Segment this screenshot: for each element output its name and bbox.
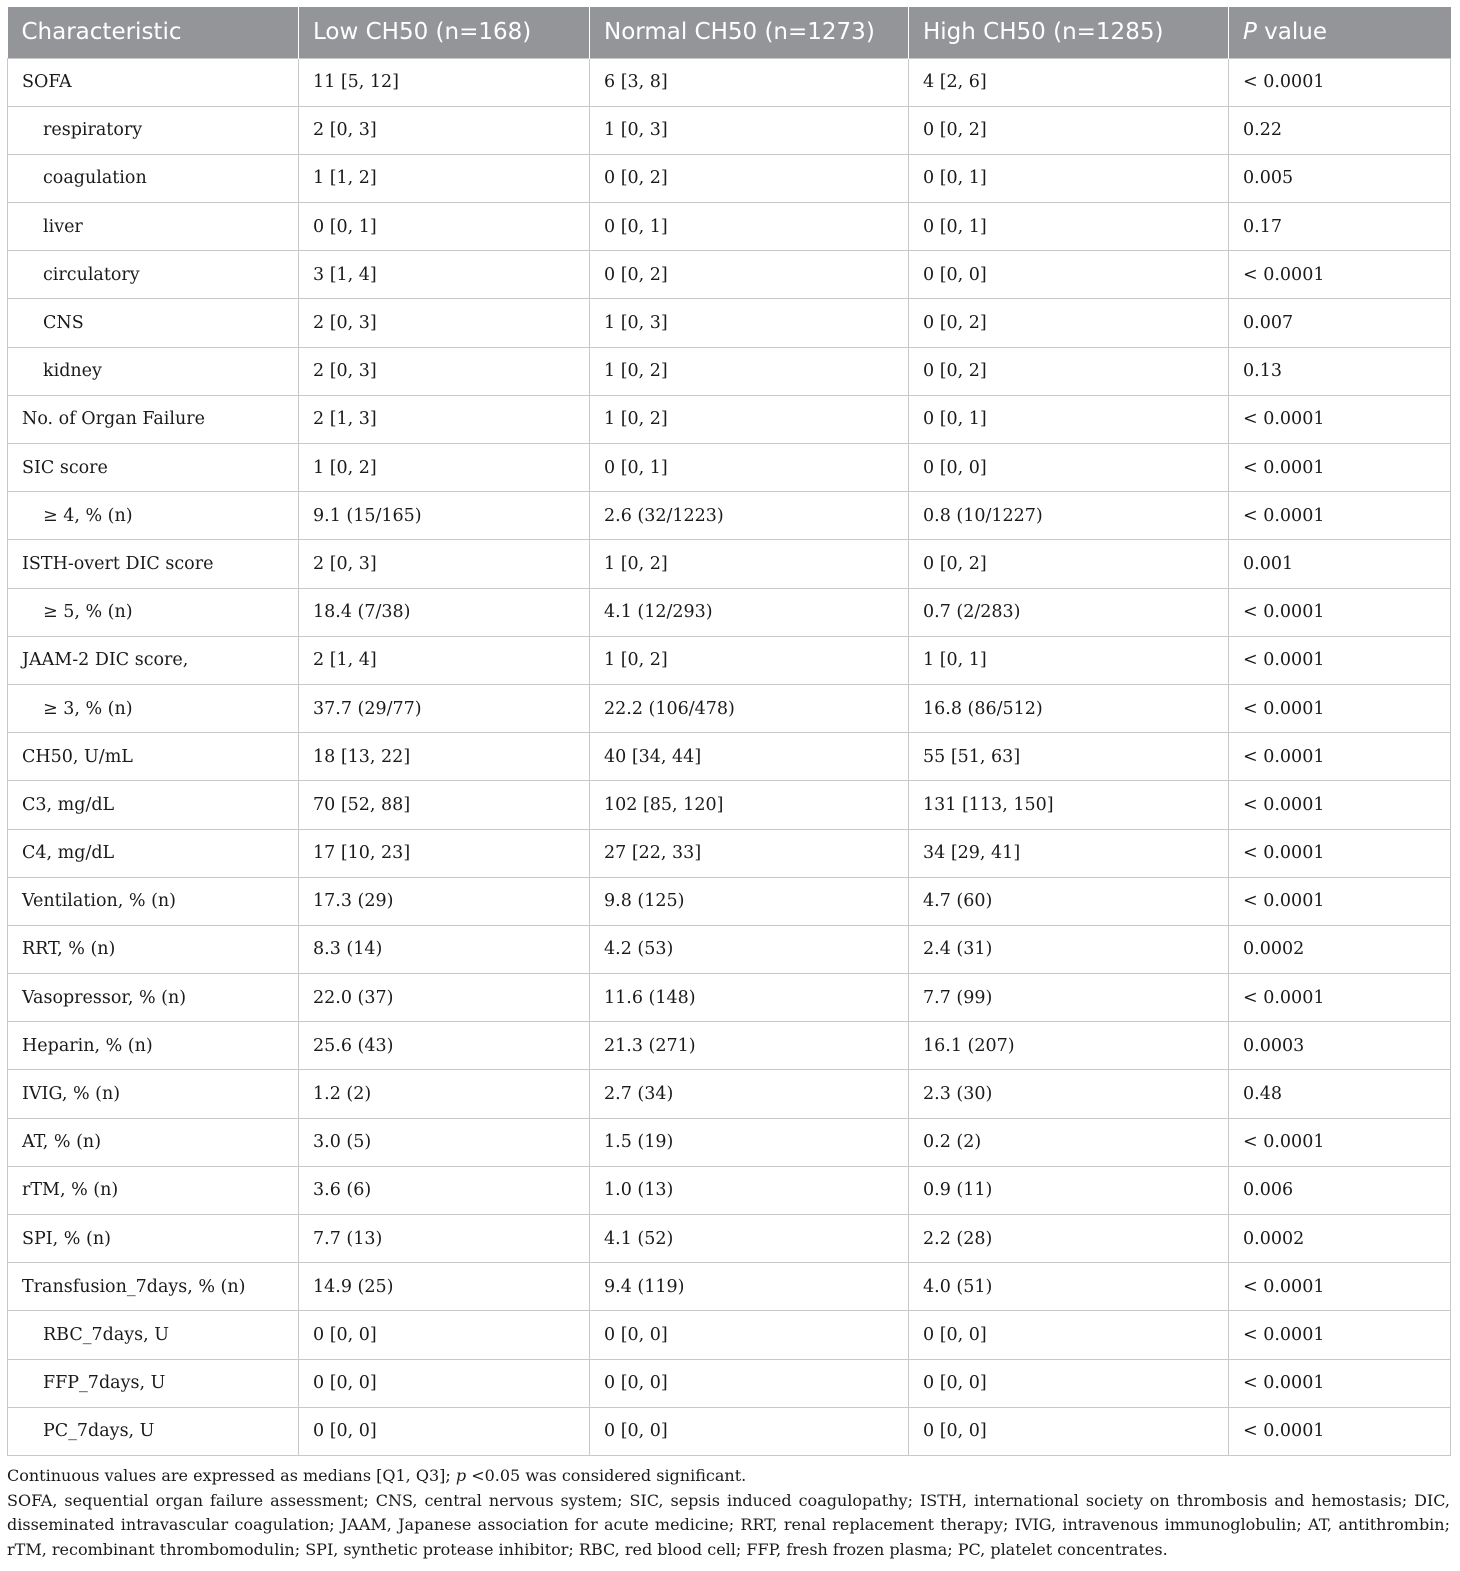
cell-low-ch50: 70 [52, 88]	[299, 781, 590, 829]
cell-characteristic: PC_7days, U	[8, 1407, 299, 1455]
cell-p-value: < 0.0001	[1229, 395, 1451, 443]
cell-high-ch50: 0.8 (10/1227)	[909, 492, 1229, 540]
cell-normal-ch50: 0 [0, 1]	[590, 203, 909, 251]
cell-normal-ch50: 11.6 (148)	[590, 974, 909, 1022]
cell-low-ch50: 22.0 (37)	[299, 974, 590, 1022]
cell-characteristic: ≥ 5, % (n)	[8, 588, 299, 636]
header-p-rest: value	[1256, 19, 1328, 46]
cell-low-ch50: 2 [0, 3]	[299, 540, 590, 588]
cell-characteristic: Transfusion_7days, % (n)	[8, 1263, 299, 1311]
cell-p-value: < 0.0001	[1229, 251, 1451, 299]
cell-high-ch50: 0.7 (2/283)	[909, 588, 1229, 636]
table-row	[8, 154, 1451, 202]
cell-characteristic: CH50, U/mL	[8, 733, 299, 781]
table-notes	[7, 1464, 1450, 1562]
characteristics-table	[7, 7, 1451, 1456]
cell-characteristic: SIC score	[8, 444, 299, 492]
table-row	[8, 540, 1451, 588]
cell-high-ch50: 0 [0, 0]	[909, 444, 1229, 492]
cell-characteristic: rTM, % (n)	[8, 1166, 299, 1214]
table-row	[8, 1311, 1451, 1359]
cell-normal-ch50: 4.1 (12/293)	[590, 588, 909, 636]
cell-high-ch50: 55 [51, 63]	[909, 733, 1229, 781]
cell-low-ch50: 7.7 (13)	[299, 1215, 590, 1263]
cell-low-ch50: 9.1 (15/165)	[299, 492, 590, 540]
cell-characteristic: RBC_7days, U	[8, 1311, 299, 1359]
cell-normal-ch50: 1 [0, 3]	[590, 106, 909, 154]
cell-low-ch50: 2 [0, 3]	[299, 299, 590, 347]
table-row	[8, 925, 1451, 973]
cell-low-ch50: 11 [5, 12]	[299, 58, 590, 106]
cell-high-ch50: 0 [0, 0]	[909, 1359, 1229, 1407]
cell-high-ch50: 0 [0, 2]	[909, 540, 1229, 588]
cell-p-value: 0.007	[1229, 299, 1451, 347]
cell-normal-ch50: 1 [0, 2]	[590, 395, 909, 443]
cell-characteristic: liver	[8, 203, 299, 251]
cell-high-ch50: 16.1 (207)	[909, 1022, 1229, 1070]
cell-p-value: 0.005	[1229, 154, 1451, 202]
table-row	[8, 251, 1451, 299]
cell-p-value: < 0.0001	[1229, 1118, 1451, 1166]
table-row	[8, 1263, 1451, 1311]
cell-normal-ch50: 9.8 (125)	[590, 877, 909, 925]
cell-p-value: < 0.0001	[1229, 877, 1451, 925]
cell-low-ch50: 0 [0, 1]	[299, 203, 590, 251]
cell-p-value: < 0.0001	[1229, 781, 1451, 829]
cell-low-ch50: 2 [1, 4]	[299, 636, 590, 684]
cell-high-ch50: 0 [0, 2]	[909, 106, 1229, 154]
cell-high-ch50: 7.7 (99)	[909, 974, 1229, 1022]
table-row	[8, 492, 1451, 540]
cell-low-ch50: 37.7 (29/77)	[299, 684, 590, 732]
note-text-italic-p: p	[455, 1466, 467, 1485]
header-characteristic: Characteristic	[8, 7, 299, 58]
cell-characteristic: ISTH-overt DIC score	[8, 540, 299, 588]
cell-low-ch50: 0 [0, 0]	[299, 1359, 590, 1407]
cell-p-value: < 0.0001	[1229, 733, 1451, 781]
header-p-value	[1229, 7, 1451, 58]
cell-p-value: < 0.0001	[1229, 444, 1451, 492]
cell-characteristic: SOFA	[8, 58, 299, 106]
table-row	[8, 1166, 1451, 1214]
cell-normal-ch50: 1.5 (19)	[590, 1118, 909, 1166]
cell-high-ch50: 34 [29, 41]	[909, 829, 1229, 877]
cell-characteristic: CNS	[8, 299, 299, 347]
cell-high-ch50: 0.9 (11)	[909, 1166, 1229, 1214]
table-row	[8, 733, 1451, 781]
cell-low-ch50: 0 [0, 0]	[299, 1311, 590, 1359]
table-row	[8, 1070, 1451, 1118]
cell-characteristic: kidney	[8, 347, 299, 395]
cell-characteristic: IVIG, % (n)	[8, 1070, 299, 1118]
table-row	[8, 1407, 1451, 1455]
cell-p-value: < 0.0001	[1229, 974, 1451, 1022]
table-header	[8, 7, 1451, 58]
cell-p-value: 0.0002	[1229, 925, 1451, 973]
cell-p-value: < 0.0001	[1229, 1407, 1451, 1455]
cell-p-value: < 0.0001	[1229, 58, 1451, 106]
cell-normal-ch50: 0 [0, 0]	[590, 1407, 909, 1455]
cell-normal-ch50: 4.2 (53)	[590, 925, 909, 973]
cell-high-ch50: 1 [0, 1]	[909, 636, 1229, 684]
table-row	[8, 588, 1451, 636]
cell-characteristic: ≥ 4, % (n)	[8, 492, 299, 540]
table-row	[8, 444, 1451, 492]
cell-p-value: < 0.0001	[1229, 1263, 1451, 1311]
cell-low-ch50: 2 [0, 3]	[299, 106, 590, 154]
cell-normal-ch50: 0 [0, 2]	[590, 154, 909, 202]
table-row	[8, 347, 1451, 395]
header-row	[8, 7, 1451, 58]
cell-p-value: < 0.0001	[1229, 829, 1451, 877]
cell-normal-ch50: 1.0 (13)	[590, 1166, 909, 1214]
cell-normal-ch50: 40 [34, 44]	[590, 733, 909, 781]
cell-normal-ch50: 102 [85, 120]	[590, 781, 909, 829]
cell-characteristic: Heparin, % (n)	[8, 1022, 299, 1070]
cell-normal-ch50: 1 [0, 2]	[590, 636, 909, 684]
cell-characteristic: C4, mg/dL	[8, 829, 299, 877]
cell-high-ch50: 0 [0, 1]	[909, 395, 1229, 443]
table-row	[8, 106, 1451, 154]
note-continuous-values	[7, 1464, 1450, 1489]
cell-normal-ch50: 2.7 (34)	[590, 1070, 909, 1118]
cell-high-ch50: 0.2 (2)	[909, 1118, 1229, 1166]
cell-low-ch50: 3.0 (5)	[299, 1118, 590, 1166]
cell-characteristic: ≥ 3, % (n)	[8, 684, 299, 732]
table-row	[8, 1359, 1451, 1407]
table-row	[8, 781, 1451, 829]
cell-low-ch50: 14.9 (25)	[299, 1263, 590, 1311]
cell-p-value: 0.001	[1229, 540, 1451, 588]
cell-characteristic: Ventilation, % (n)	[8, 877, 299, 925]
cell-p-value: < 0.0001	[1229, 684, 1451, 732]
table-row	[8, 684, 1451, 732]
header-high-ch50: High CH50 (n=1285)	[909, 7, 1229, 58]
cell-normal-ch50: 21.3 (271)	[590, 1022, 909, 1070]
cell-normal-ch50: 1 [0, 2]	[590, 347, 909, 395]
cell-characteristic: RRT, % (n)	[8, 925, 299, 973]
cell-characteristic: coagulation	[8, 154, 299, 202]
cell-high-ch50: 2.2 (28)	[909, 1215, 1229, 1263]
cell-low-ch50: 0 [0, 0]	[299, 1407, 590, 1455]
cell-p-value: < 0.0001	[1229, 492, 1451, 540]
cell-high-ch50: 0 [0, 0]	[909, 1407, 1229, 1455]
cell-p-value: 0.0003	[1229, 1022, 1451, 1070]
cell-characteristic: circulatory	[8, 251, 299, 299]
cell-p-value: < 0.0001	[1229, 588, 1451, 636]
cell-characteristic: C3, mg/dL	[8, 781, 299, 829]
cell-low-ch50: 17 [10, 23]	[299, 829, 590, 877]
cell-normal-ch50: 4.1 (52)	[590, 1215, 909, 1263]
cell-low-ch50: 3 [1, 4]	[299, 251, 590, 299]
cell-p-value: 0.17	[1229, 203, 1451, 251]
cell-high-ch50: 4.0 (51)	[909, 1263, 1229, 1311]
cell-high-ch50: 0 [0, 0]	[909, 251, 1229, 299]
cell-p-value: < 0.0001	[1229, 1311, 1451, 1359]
cell-normal-ch50: 1 [0, 2]	[590, 540, 909, 588]
cell-p-value: 0.22	[1229, 106, 1451, 154]
table-row	[8, 203, 1451, 251]
cell-normal-ch50: 2.6 (32/1223)	[590, 492, 909, 540]
cell-low-ch50: 1.2 (2)	[299, 1070, 590, 1118]
table-row	[8, 58, 1451, 106]
cell-characteristic: Vasopressor, % (n)	[8, 974, 299, 1022]
cell-p-value: < 0.0001	[1229, 1359, 1451, 1407]
cell-characteristic: FFP_7days, U	[8, 1359, 299, 1407]
cell-high-ch50: 16.8 (86/512)	[909, 684, 1229, 732]
cell-high-ch50: 0 [0, 2]	[909, 299, 1229, 347]
table-row	[8, 395, 1451, 443]
table-row	[8, 877, 1451, 925]
table-row	[8, 829, 1451, 877]
cell-low-ch50: 25.6 (43)	[299, 1022, 590, 1070]
cell-low-ch50: 8.3 (14)	[299, 925, 590, 973]
cell-normal-ch50: 6 [3, 8]	[590, 58, 909, 106]
cell-normal-ch50: 0 [0, 2]	[590, 251, 909, 299]
table-row	[8, 299, 1451, 347]
cell-normal-ch50: 22.2 (106/478)	[590, 684, 909, 732]
cell-characteristic: SPI, % (n)	[8, 1215, 299, 1263]
cell-low-ch50: 17.3 (29)	[299, 877, 590, 925]
header-p-italic: P	[1243, 19, 1257, 46]
cell-high-ch50: 2.3 (30)	[909, 1070, 1229, 1118]
cell-low-ch50: 1 [1, 2]	[299, 154, 590, 202]
cell-low-ch50: 18 [13, 22]	[299, 733, 590, 781]
cell-low-ch50: 2 [0, 3]	[299, 347, 590, 395]
cell-normal-ch50: 0 [0, 1]	[590, 444, 909, 492]
characteristics-table-container	[7, 7, 1450, 1456]
cell-p-value: 0.13	[1229, 347, 1451, 395]
note-abbreviations: SOFA, sequential organ failure assessment; CNS, central nervous system; SIC, sepsis induced coagulopathy; ISTH, international society on thrombosis and hemostasis; DIC, disseminated intravascular coagulation; JAAM, Japanese association for acute medicine; RRT, renal replacement therapy; IVIG, intravenous immunoglobulin; AT, antithrombin; rTM, recombinant thrombomodulin; SPI, synthetic protease inhibitor; RBC, red blood cell; FFP, fresh frozen plasma; PC, platelet concentrates.	[7, 1490, 1450, 1559]
cell-low-ch50: 18.4 (7/38)	[299, 588, 590, 636]
cell-normal-ch50: 0 [0, 0]	[590, 1359, 909, 1407]
cell-low-ch50: 2 [1, 3]	[299, 395, 590, 443]
cell-p-value: 0.0002	[1229, 1215, 1451, 1263]
cell-low-ch50: 3.6 (6)	[299, 1166, 590, 1214]
cell-p-value: 0.006	[1229, 1166, 1451, 1214]
cell-p-value: 0.48	[1229, 1070, 1451, 1118]
cell-high-ch50: 4.7 (60)	[909, 877, 1229, 925]
cell-characteristic: JAAM-2 DIC score,	[8, 636, 299, 684]
header-low-ch50: Low CH50 (n=168)	[299, 7, 590, 58]
table-row	[8, 1118, 1451, 1166]
cell-normal-ch50: 0 [0, 0]	[590, 1311, 909, 1359]
cell-high-ch50: 0 [0, 2]	[909, 347, 1229, 395]
table-row	[8, 1215, 1451, 1263]
table-row	[8, 974, 1451, 1022]
cell-high-ch50: 2.4 (31)	[909, 925, 1229, 973]
cell-normal-ch50: 9.4 (119)	[590, 1263, 909, 1311]
cell-high-ch50: 4 [2, 6]	[909, 58, 1229, 106]
cell-characteristic: AT, % (n)	[8, 1118, 299, 1166]
cell-high-ch50: 0 [0, 1]	[909, 203, 1229, 251]
cell-normal-ch50: 1 [0, 3]	[590, 299, 909, 347]
cell-p-value: < 0.0001	[1229, 636, 1451, 684]
cell-high-ch50: 0 [0, 1]	[909, 154, 1229, 202]
cell-high-ch50: 131 [113, 150]	[909, 781, 1229, 829]
cell-normal-ch50: 27 [22, 33]	[590, 829, 909, 877]
table-body	[8, 58, 1451, 1455]
table-row	[8, 636, 1451, 684]
cell-low-ch50: 1 [0, 2]	[299, 444, 590, 492]
note-text-b: <0.05 was considered significant.	[466, 1466, 747, 1485]
note-text-a: Continuous values are expressed as medians [Q1, Q3];	[7, 1466, 456, 1485]
header-normal-ch50: Normal CH50 (n=1273)	[590, 7, 909, 58]
cell-high-ch50: 0 [0, 0]	[909, 1311, 1229, 1359]
table-row	[8, 1022, 1451, 1070]
cell-characteristic: respiratory	[8, 106, 299, 154]
cell-characteristic: No. of Organ Failure	[8, 395, 299, 443]
